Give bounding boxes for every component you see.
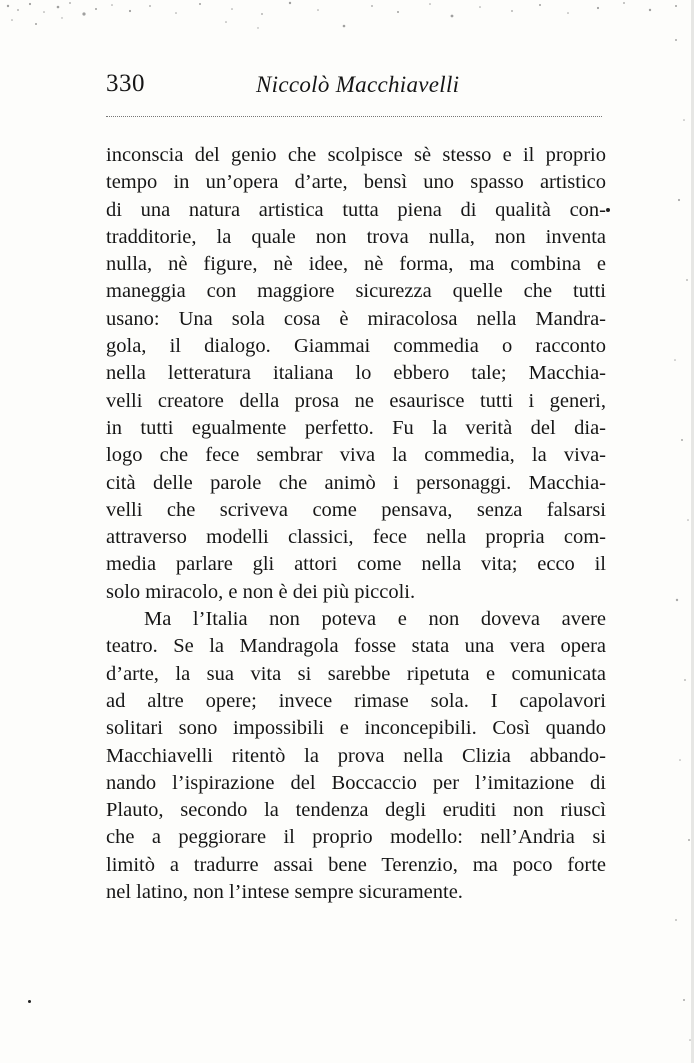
text-line: velli che scriveva come pensava, senza falsarsi xyxy=(106,498,606,521)
text-line: solo miracolo, e non è dei più piccoli. xyxy=(106,580,416,603)
paragraph-1 xyxy=(106,142,606,606)
text-line: inconscia del genio che scolpisce sè stesso e il proprio xyxy=(106,144,606,166)
text-line: velli creatore della prosa ne esaurisce tutti i generi, xyxy=(106,389,606,412)
ink-speck xyxy=(28,1000,31,1003)
text-line: attraverso modelli classici, fece nella propria com- xyxy=(106,526,606,549)
text-line: ad altre opere; invece rimase sola. I capolavori xyxy=(106,689,606,712)
body-text xyxy=(106,142,606,906)
page-header xyxy=(106,70,606,104)
text-line: media parlare gli attori come nella vita; ecco il xyxy=(106,553,606,576)
text-line: maneggia con maggiore sicurezza quelle che tutti xyxy=(106,280,606,303)
text-line: in tutti egualmente perfetto. Fu la verità del dia- xyxy=(106,416,606,439)
text-line: solitari sono impossibili e inconcepibili. Così quando xyxy=(106,717,606,740)
text-line: cità delle parole che animò i personaggi. Macchia- xyxy=(106,471,606,494)
text-line: nulla, nè figure, nè idee, nè forma, ma combina e xyxy=(106,253,606,276)
text-line: logo che fece sembrar viva la commedia, la viva- xyxy=(106,444,606,467)
text-line: di una natura artistica tutta piena di qualità con- xyxy=(106,198,606,221)
text-line: limitò a tradurre assai bene Terenzio, ma poco forte xyxy=(106,853,606,876)
page-number: 330 xyxy=(106,70,145,97)
text-line: Plauto, secondo la tendenza degli eruditi non riuscì xyxy=(106,799,606,822)
running-title: Niccolò Macchiavelli xyxy=(256,72,460,97)
scan-noise-top xyxy=(0,0,694,38)
text-line: nel latino, non l’intese sempre sicuramente. xyxy=(106,881,463,904)
paragraph-2 xyxy=(106,606,606,906)
text-line: nando l’ispirazione del Boccaccio per l’imitazione di xyxy=(106,771,606,794)
text-line: tempo in un’opera d’arte, bensì uno spasso artistico xyxy=(106,171,606,194)
text-line: che a peggiorare il proprio modello: nell’Andria si xyxy=(106,826,606,849)
text-line: Macchiavelli ritentò la prova nella Clizia abbando- xyxy=(106,744,606,767)
text-line: nella letteratura italiana lo ebbero tale; Macchia- xyxy=(106,362,606,385)
text-line: tradditorie, la quale non trova nulla, non inventa xyxy=(106,225,606,248)
text-line: usano: Una sola cosa è miracolosa nella Mandra- xyxy=(106,307,606,330)
text-line: d’arte, la sua vita si sarebbe ripetuta e comunicata xyxy=(106,662,606,685)
text-line: teatro. Se la Mandragola fosse stata una vera opera xyxy=(106,635,606,658)
text-line: Ma l’Italia non poteva e non doveva avere xyxy=(144,608,606,631)
header-rule xyxy=(106,116,602,117)
scan-edge-right xyxy=(670,0,694,1063)
text-line: gola, il dialogo. Giammai commedia o racconto xyxy=(106,335,606,358)
ink-speck xyxy=(606,208,610,212)
